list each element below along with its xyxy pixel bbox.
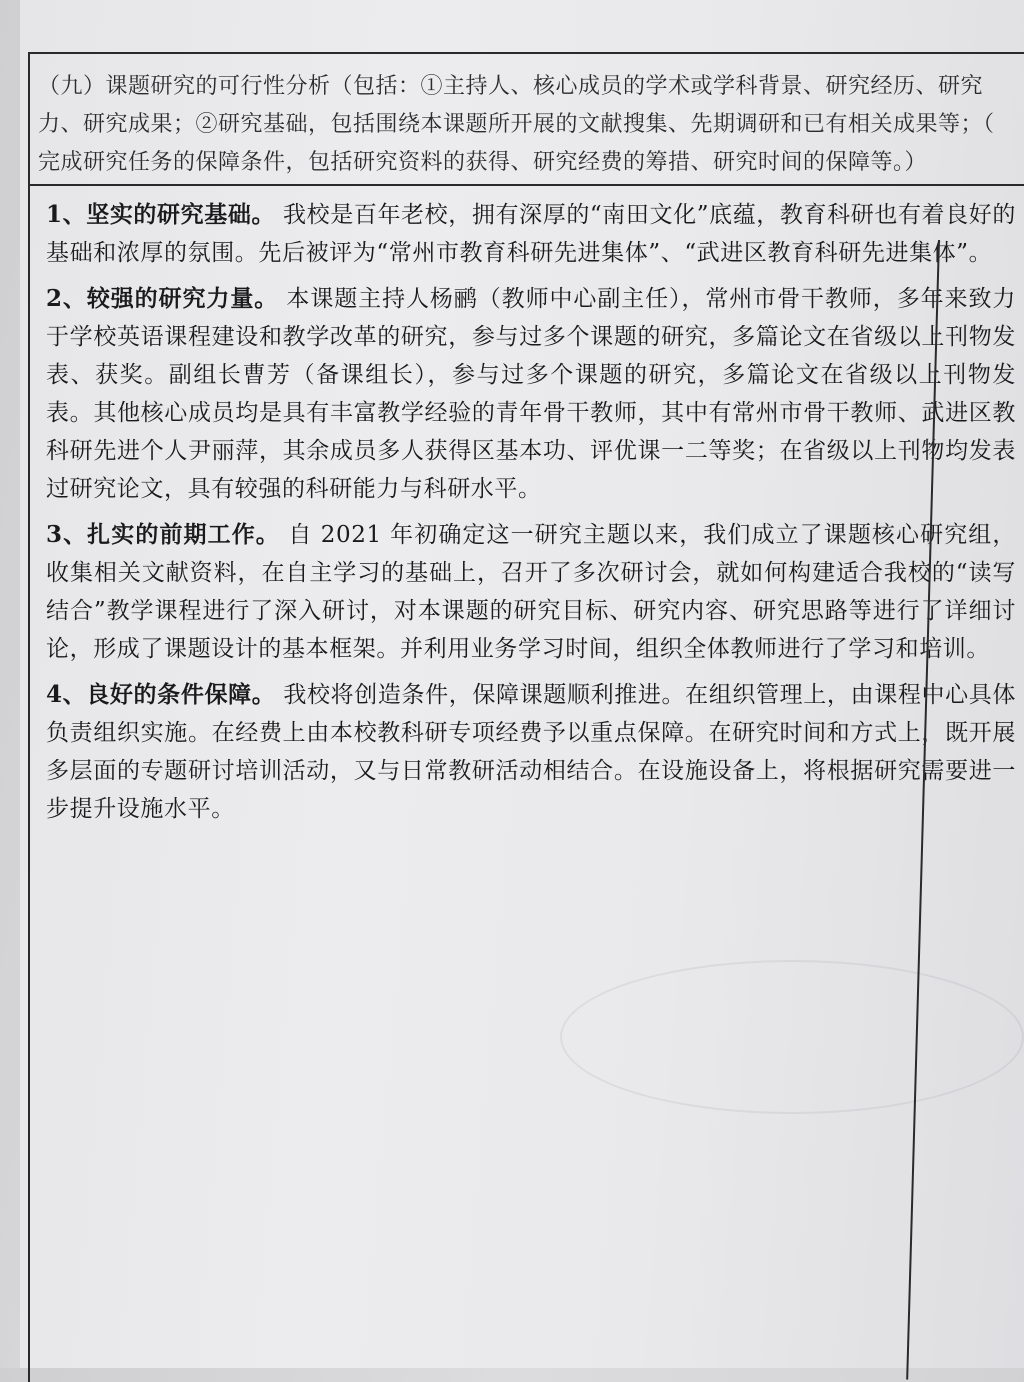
- section-1-text: 我校是百年老校，拥有深厚的“南田文化”底蕴，教育科研也有着良好的基础和浓厚的氛围。先后被评为“常州市教育科研先进集体”、“武进区教育科研先进集体”。: [46, 202, 1016, 266]
- section-3: [46, 516, 1016, 668]
- paper-sheet: [20, 0, 1024, 1368]
- header-line-2: 力、研究成果；②研究基础，包括围绕本课题所开展的文献搜集、先期调研和已有相关成果等；（: [38, 112, 995, 137]
- section-4-heading: 4、良好的条件保障。: [46, 681, 276, 708]
- section-2: [46, 280, 1016, 508]
- header-line-3: 完成研究任务的保障条件，包括研究资料的获得、研究经费的筹措、研究时间的保障等。）: [38, 150, 928, 175]
- section-4-text: 我校将创造条件，保障课题顺利推进。在组织管理上，由课程中心具体负责组织实施。在经费上由本校教科研专项经费予以重点保障。在研究时间和方式上，既开展多层面的专题研讨培训活动，又与日常教研活动相结合。在设施设备上，将根据研究需要进一步提升设施水平。: [46, 682, 1016, 822]
- form-table: [28, 52, 1024, 1382]
- section-2-heading: 2、较强的研究力量。: [46, 285, 279, 312]
- section-3-heading: 3、扎实的前期工作。: [46, 521, 280, 548]
- section-2-text: 本课题主持人杨鹂（教师中心副主任），常州市骨干教师，多年来致力于学校英语课程建设和教学改革的研究，参与过多个课题的研究，多篇论文在省级以上刊物发表、获奖。副组长曹芳（备课组长），参与过多个课题的研究，多篇论文在省级以上刊物发表。其他核心成员均是具有丰富教学经验的青年骨干教师，其中有常州市骨干教师、武进区教科研先进个人尹丽萍，其余成员多人获得区基本功、评优课一二等奖；在省级以上刊物均发表过研究论文，具有较强的科研能力与科研水平。: [46, 286, 1016, 502]
- content-cell: [46, 196, 1016, 836]
- section-4: [46, 676, 1016, 828]
- section-1: [46, 196, 1016, 272]
- section-1-heading: 1、坚实的研究基础。: [46, 201, 276, 228]
- section-3-text: 自 2021 年初确定这一研究主题以来，我们成立了课题核心研究组，收集相关文献资料，在自主学习的基础上，召开了多次研讨会，就如何构建适合我校的“读写结合”教学课程进行了深入研讨，对本课题的研究目标、研究内容、研究思路等进行了详细讨论，形成了课题设计的基本框架。并利用业务学习时间，组织全体教师进行了学习和培训。: [46, 522, 1016, 662]
- section-header-cell: [30, 54, 1024, 186]
- header-line-1: （九）课题研究的可行性分析（包括：①主持人、核心成员的学术或学科背景、研究经历、研究: [38, 74, 984, 99]
